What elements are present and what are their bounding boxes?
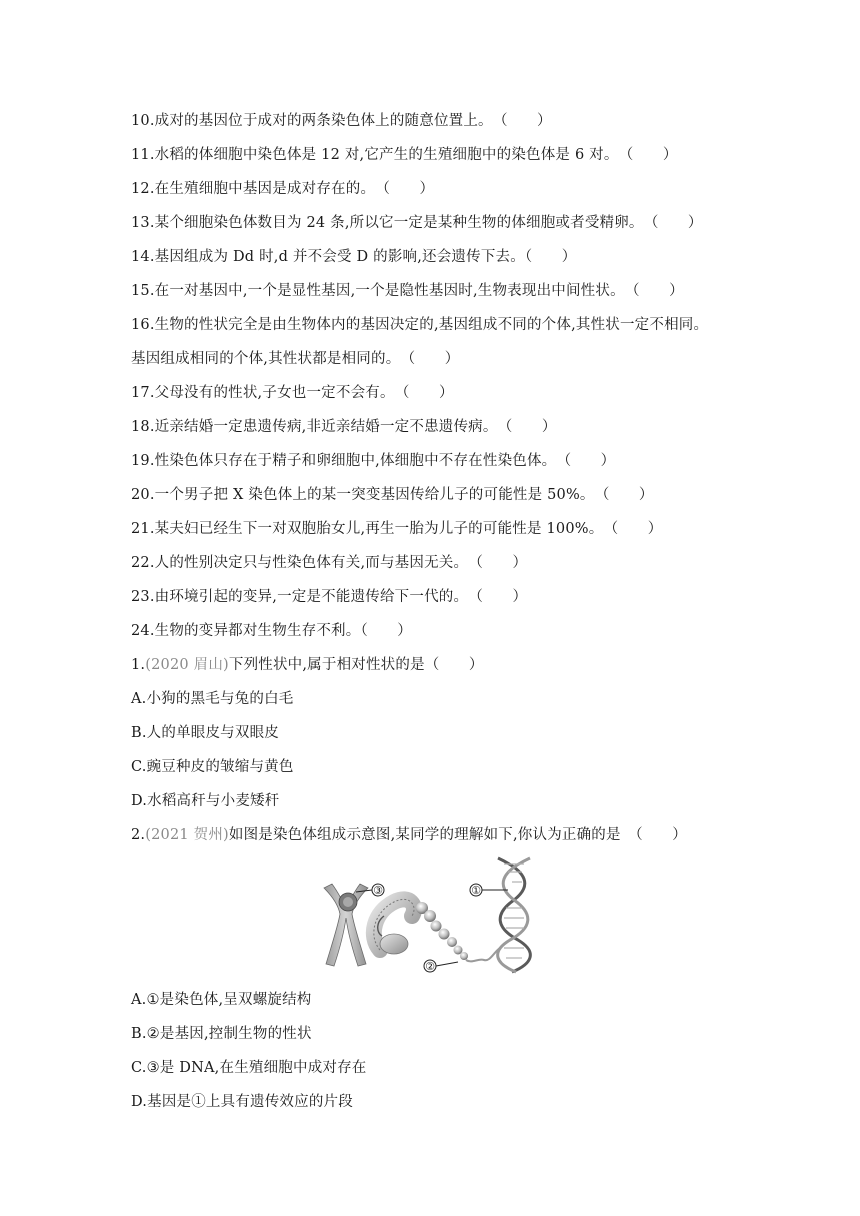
label-3: ③ (373, 884, 383, 897)
judgement-item-19: 19.性染色体只存在于精子和卵细胞中,体细胞中不存在性染色体。 （ ） (131, 453, 616, 469)
judgement-item-22: 22.人的性别决定只与性染色体有关,而与基因无关。 （ ） (131, 555, 528, 571)
question-1-option-a[interactable]: A.小狗的黑毛与兔的白毛 (131, 691, 294, 707)
judgement-item-13: 13.某个细胞染色体数目为 24 条,所以它一定是某种生物的体细胞或者受精卵。 （ ） (131, 215, 703, 231)
judgement-item-23: 23.由环境引起的变异,一定是不能遗传给下一代的。 （ ） (131, 589, 528, 605)
question-1-option-b[interactable]: B.人的单眼皮与双眼皮 (131, 725, 279, 741)
question-1-option-c[interactable]: C.豌豆种皮的皱缩与黄色 (131, 759, 294, 775)
judgement-item-15: 15.在一对基因中,一个是显性基因,一个是隐性基因时,生物表现出中间性状。 （ ） (131, 283, 684, 299)
question-1-option-d[interactable]: D.水稻高秆与小麦矮秆 (131, 793, 280, 809)
question-source: (2021 贺州) (145, 827, 229, 843)
coiled-chromatin (374, 899, 414, 954)
judgement-item-16-continued: 基因组成相同的个体,其性状都是相同的。 （ ） (131, 351, 460, 367)
judgement-item-17: 17.父母没有的性状,子女也一定不会有。 （ ） (131, 385, 454, 401)
question-2-option-b[interactable]: B.②是基因,控制生物的性状 (131, 1026, 312, 1042)
dna-double-helix (498, 858, 531, 972)
judgement-item-24: 24.生物的变异都对生物生存不利。（ ） (131, 623, 413, 639)
question-number: 2. (131, 827, 146, 843)
chromosome-x-shape (324, 884, 368, 966)
question-2-option-c[interactable]: C.③是 DNA,在生殖细胞中成对存在 (131, 1060, 367, 1076)
judgement-item-10: 10.成对的基因位于成对的两条染色体上的随意位置上。 （ ） (131, 113, 552, 129)
question-text: 如图是染色体组成示意图,某同学的理解如下,你认为正确的是 （ ） (228, 827, 687, 843)
judgement-item-20: 20.一个男子把 X 染色体上的某一突变基因传给儿子的可能性是 50%。 （ ） (131, 487, 654, 503)
judgement-item-16: 16.生物的性状完全是由生物体内的基因决定的,基因组成不同的个体,其性状一定不相同。 (131, 317, 709, 333)
nucleosome-beads (416, 902, 500, 961)
question-text: 下列性状中,属于相对性状的是（ ） (228, 657, 484, 673)
label-1: ① (471, 884, 481, 897)
chromosome-diagram (318, 852, 548, 980)
judgement-item-18: 18.近亲结婚一定患遗传病,非近亲结婚一定不患遗传病。 （ ） (131, 419, 557, 435)
judgement-item-12: 12.在生殖细胞中基因是成对存在的。 （ ） (131, 181, 435, 197)
question-number: 1. (131, 657, 146, 673)
question-2-option-d[interactable]: D.基因是①上具有遗传效应的片段 (131, 1094, 353, 1110)
label-2: ② (425, 960, 435, 973)
label-2-callout (424, 960, 458, 973)
judgement-item-21: 21.某夫妇已经生下一对双胞胎女儿,再生一胎为儿子的可能性是 100%。 （ ） (131, 521, 663, 537)
question-source: (2020 眉山) (145, 657, 229, 673)
question-1-stem (131, 655, 484, 675)
question-2-stem (131, 825, 687, 845)
judgement-item-11: 11.水稻的体细胞中染色体是 12 对,它产生的生殖细胞中的染色体是 6 对。 （ ） (131, 147, 678, 163)
question-2-option-a[interactable]: A.①是染色体,呈双螺旋结构 (131, 992, 312, 1008)
judgement-item-14: 14.基因组成为 Dd 时,d 并不会受 D 的影响,还会遗传下去。（ ） (131, 249, 577, 265)
